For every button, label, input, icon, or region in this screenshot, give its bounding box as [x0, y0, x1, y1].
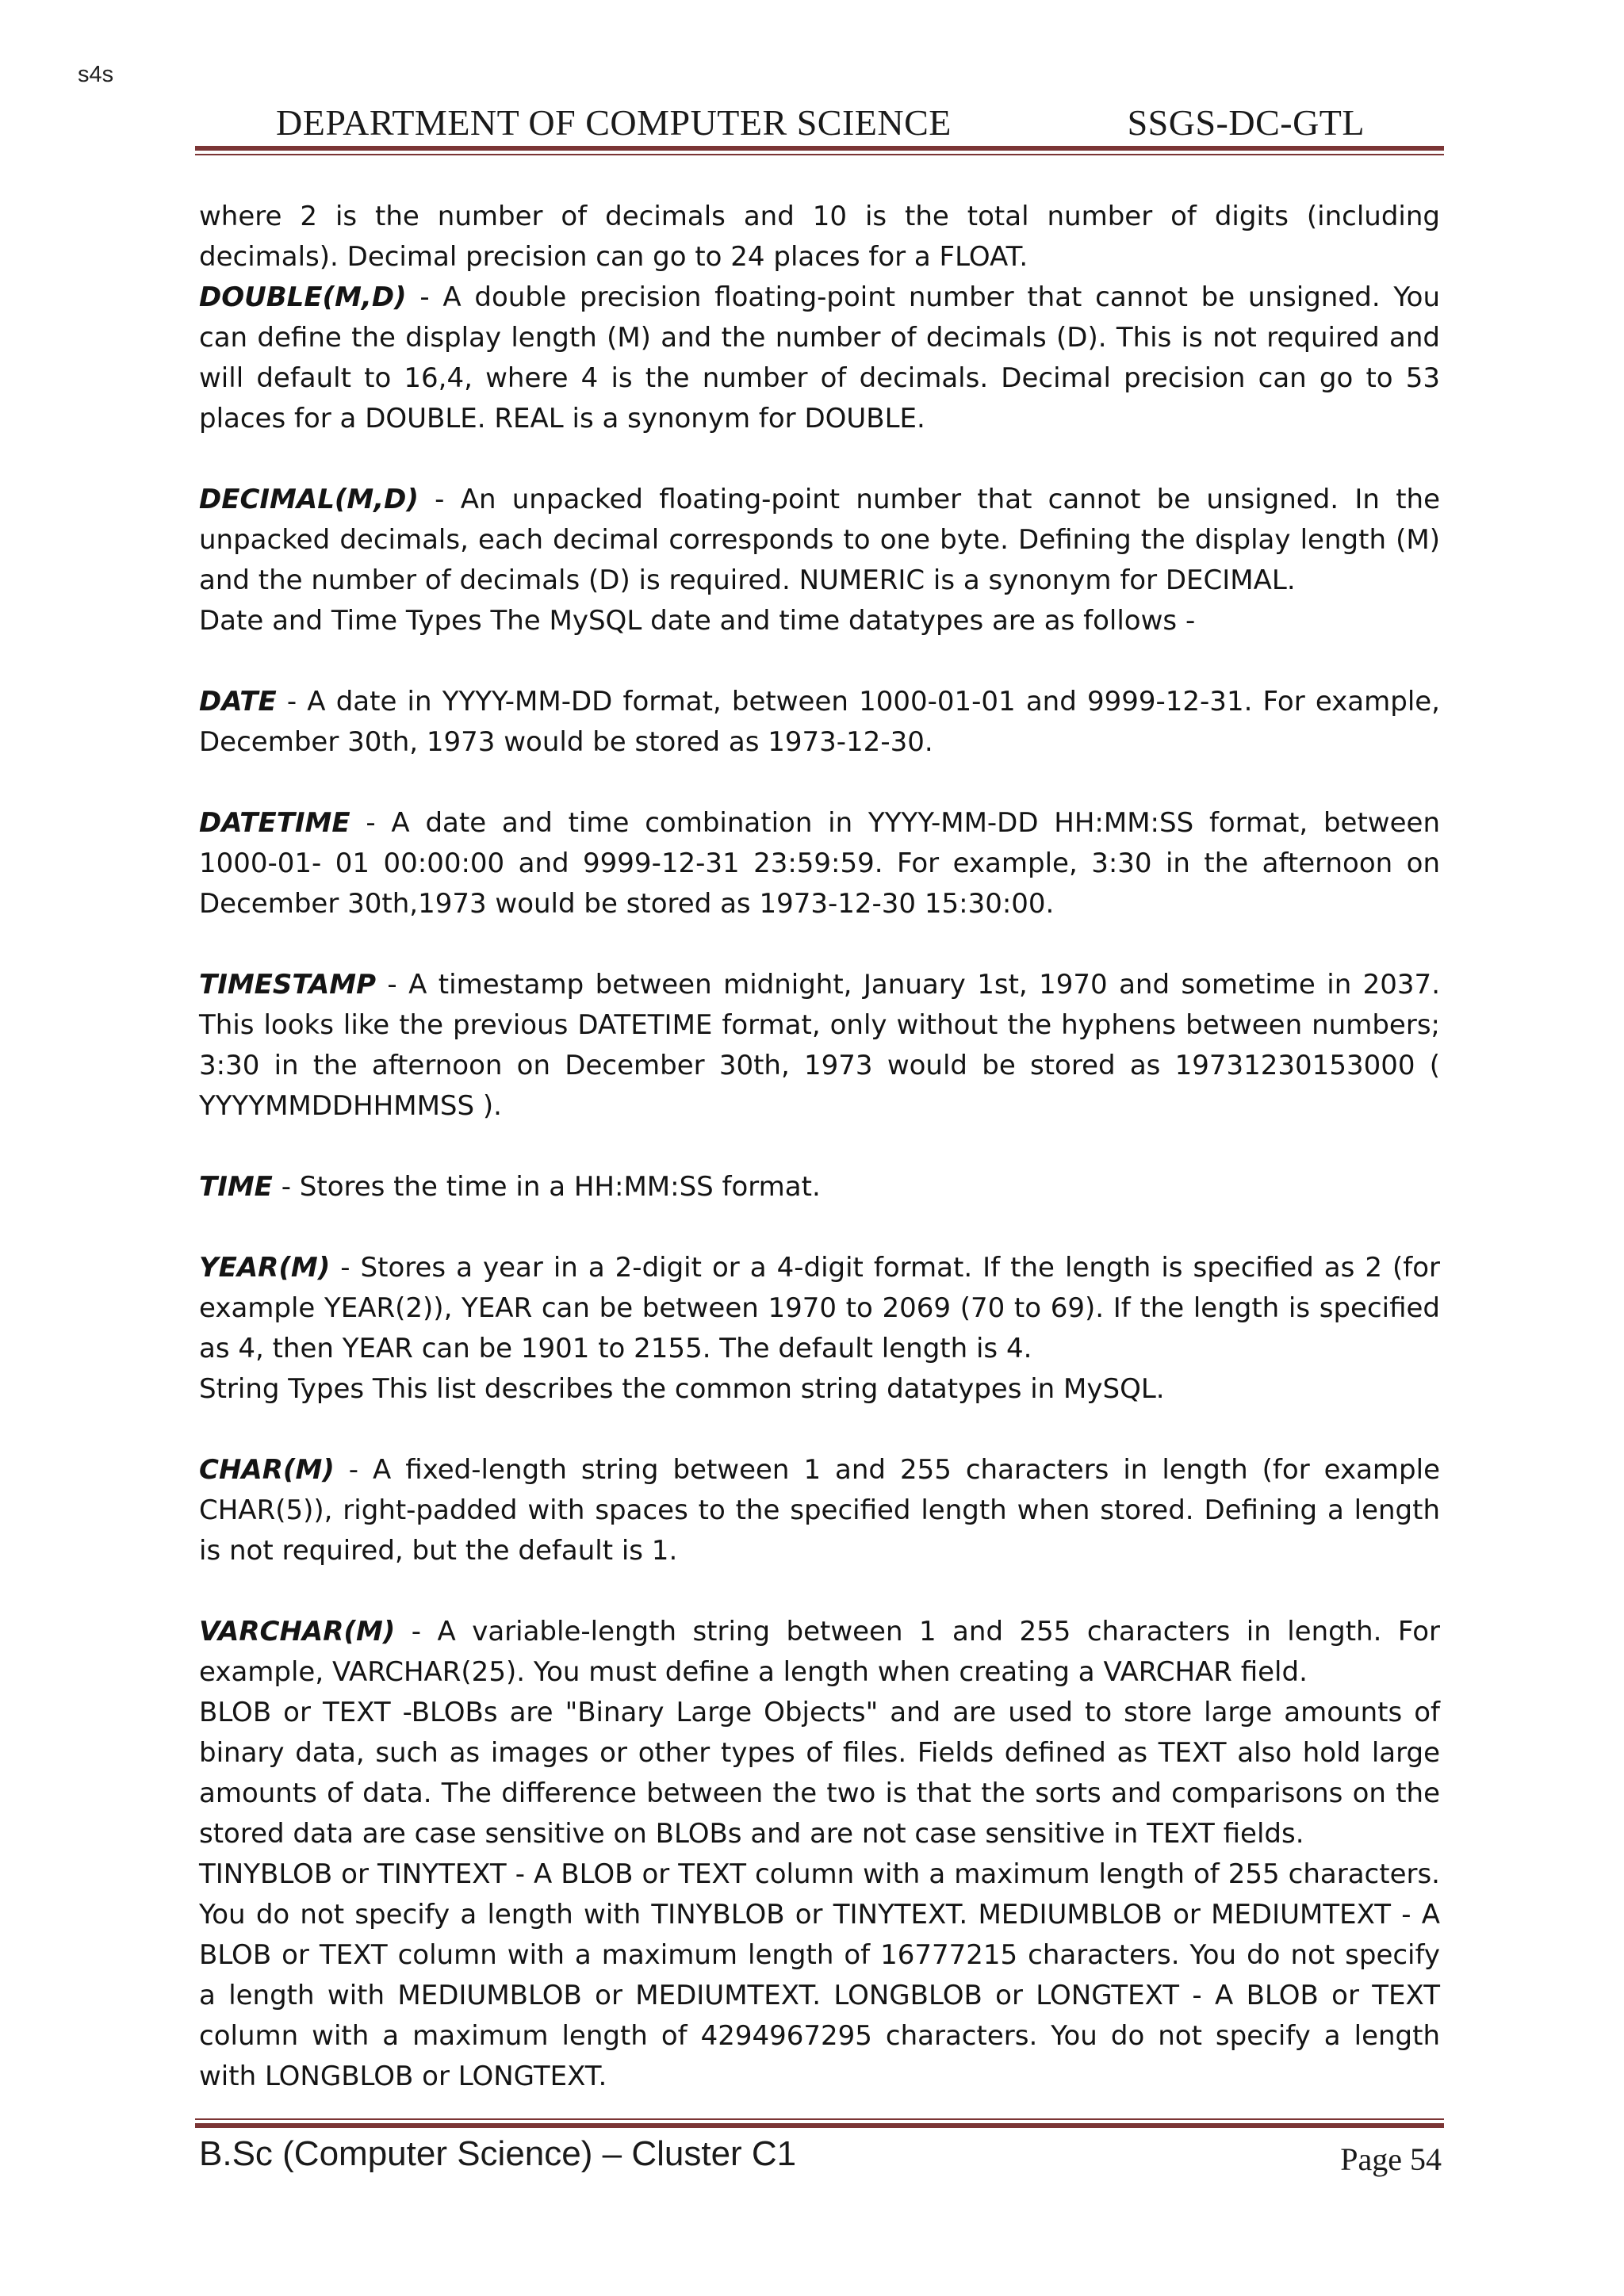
department-title: DEPARTMENT OF COMPUTER SCIENCE	[276, 102, 952, 143]
desc-date: - A date in YYYY-MM-DD format, between 1000-01-01 and 9999-12-31. For example, December 30th, 1973 would be stored as 1973-12-30.	[199, 686, 1440, 758]
document-code: SSGS-DC-GTL	[1127, 102, 1365, 143]
term-date: DATE	[199, 686, 277, 718]
page-body	[199, 197, 1440, 2097]
paragraph-float-continued: where 2 is the number of decimals and 10 is the total number of digits (including decimals). Decimal precision can go to 24 places for a FLOAT.	[199, 201, 1440, 273]
term-decimal: DECIMAL(M,D)	[199, 484, 419, 515]
desc-time: - Stores the time in a HH:MM:SS format.	[272, 1171, 821, 1203]
page-header	[195, 95, 1444, 147]
term-double: DOUBLE(M,D)	[199, 281, 407, 313]
paragraph-decimal	[199, 480, 1440, 601]
desc-decimal: - An unpacked floating-point number that cannot be unsigned. In the unpacked decimals, each decimal corresponds to one byte. Defining the display length (M) and the number of decimals (D) is required. NUMERIC is a synonym for DECIMAL.	[199, 484, 1440, 596]
header-divider	[195, 146, 1444, 155]
footer-course: B.Sc (Computer Science) – Cluster C1	[199, 2134, 797, 2173]
paragraph-year	[199, 1248, 1440, 1369]
term-year: YEAR(M)	[199, 1252, 331, 1284]
term-timestamp: TIMESTAMP	[199, 969, 377, 1001]
term-time: TIME	[199, 1171, 273, 1203]
desc-year: - Stores a year in a 2-digit or a 4-digit format. If the length is specified as 2 (for example YEAR(2)), YEAR can be between 1970 to 2069 (70 to 69). If the length is specified as 4, then YEAR can be 1901 to 2155. The default length is 4.	[199, 1252, 1440, 1364]
paragraph-time	[199, 1167, 1440, 1207]
desc-char: - A fixed-length string between 1 and 255 characters in length (for example CHAR(5)), right-padded with spaces to the specified length when stored. Defining a length is not required, but the default is 1.	[199, 1454, 1440, 1567]
term-varchar: VARCHAR(M)	[199, 1616, 396, 1647]
desc-datetime: - A date and time combination in YYYY-MM-DD HH:MM:SS format, between 1000-01- 01 00:00:00 and 9999-12-31 23:59:59. For example, 3:30 in the afternoon on December 30th,1973 would be stored as 1973-12-30 15:30:00.	[199, 807, 1440, 920]
footer-divider	[195, 2118, 1444, 2128]
paragraph-datetime	[199, 803, 1440, 924]
paragraph-string-intro: String Types This list describes the common string datatypes in MySQL.	[199, 1373, 1165, 1405]
term-char: CHAR(M)	[199, 1454, 335, 1486]
paragraph-blob: BLOB or TEXT -BLOBs are "Binary Large Objects" and are used to store large amounts of binary data, such as images or other types of files. Fields defined as TEXT also hold large amounts of data. The difference between the two is that the sorts and comparisons on the stored data are case sensitive on BLOBs and are not case sensitive in TEXT fields.	[199, 1697, 1440, 1850]
paragraph-timestamp	[199, 965, 1440, 1127]
desc-timestamp: - A timestamp between midnight, January 1st, 1970 and sometime in 2037. This looks like the previous DATETIME format, only without the hyphens between numbers; 3:30 in the afternoon on December 30th, 1973 would be stored as 19731230153000 ( YYYYMMDDHHMMSS ).	[199, 969, 1440, 1122]
term-datetime: DATETIME	[199, 807, 350, 839]
desc-double: - A double precision floating-point number that cannot be unsigned. You can define the display length (M) and the number of decimals (D). This is not required and will default to 16,4, where 4 is the number of decimals. Decimal precision can go to 53 places for a DOUBLE. REAL is a synonym for DOUBLE.	[199, 281, 1440, 434]
desc-varchar: - A variable-length string between 1 and 255 characters in length. For example, VARCHAR(25). You must define a length when creating a VARCHAR field.	[199, 1616, 1440, 1688]
paragraph-date	[199, 682, 1440, 763]
paragraph-tinyblob: TINYBLOB or TINYTEXT - A BLOB or TEXT column with a maximum length of 255 characters. You do not specify a length with TINYBLOB or TINYTEXT. MEDIUMBLOB or MEDIUMTEXT - A BLOB or TEXT column with a maximum length of 16777215 characters. You do not specify a length with MEDIUMBLOB or MEDIUMTEXT. LONGBLOB or LONGTEXT - A BLOB or TEXT column with a maximum length of 4294967295 characters. You do not specify a length with LONGBLOB or LONGTEXT.	[199, 1858, 1440, 2092]
page-number: Page 54	[1340, 2141, 1442, 2177]
paragraph-char	[199, 1450, 1440, 1571]
paragraph-varchar	[199, 1612, 1440, 1693]
paragraph-date-time-intro: Date and Time Types The MySQL date and time datatypes are as follows -	[199, 605, 1196, 637]
corner-tag: s4s	[78, 62, 114, 87]
paragraph-double	[199, 277, 1440, 439]
